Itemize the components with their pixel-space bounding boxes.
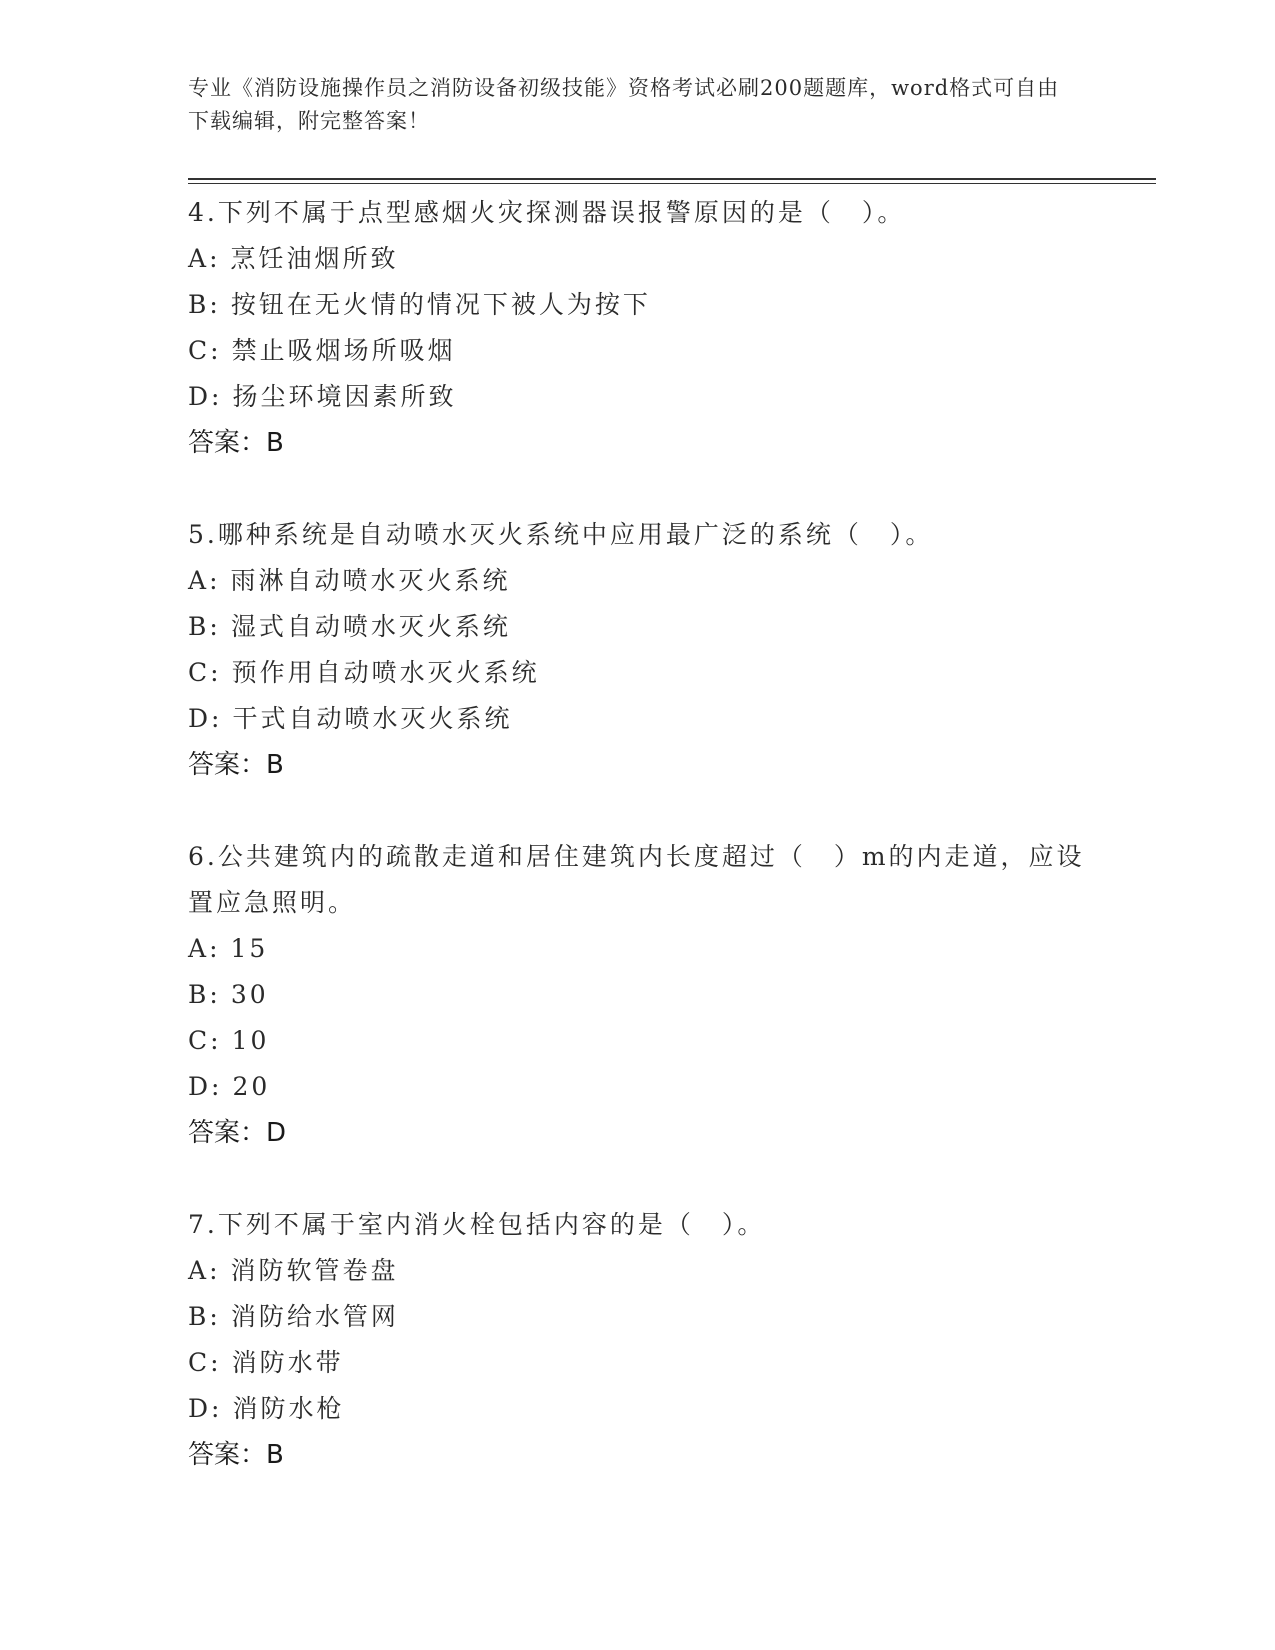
option-separator: : [209,980,221,1009]
option-text: 15 [230,934,269,963]
option-text: 消防给水管网 [230,1302,399,1331]
option-text: 按钮在无火情的情况下被人为按下 [230,290,651,319]
option-c [188,1018,1088,1064]
option-letter: A [188,934,210,963]
option-separator: : [210,1026,222,1055]
option-letter: B [188,1302,210,1331]
option-text: 10 [231,1026,270,1055]
option-letter: A [188,244,210,273]
option-c [188,1340,1088,1386]
option-letter: C [188,336,211,365]
answer-value: D [266,1118,287,1148]
answer-line [188,742,1088,788]
option-d [188,696,1088,742]
option-text: 30 [230,980,269,1009]
option-separator: : [211,704,223,733]
option-text: 消防水枪 [232,1394,345,1423]
document-header: 专业《消防设施操作员之消防设备初级技能》资格考试必刷200题题库，word格式可自由下载编辑，附完整答案！ [188,76,1060,133]
option-separator: : [209,244,221,273]
option-letter: B [188,290,210,319]
option-b [188,282,1088,328]
question-list [188,190,1088,1524]
option-d [188,374,1088,420]
option-b [188,972,1088,1018]
option-separator: : [209,290,221,319]
option-text: 消防水带 [231,1348,344,1377]
answer-value: B [266,1440,284,1470]
answer-value: B [266,750,284,780]
option-separator: : [209,1256,221,1285]
header-divider-thin [188,183,1156,184]
option-separator: : [210,1348,222,1377]
option-d [188,1064,1088,1110]
option-b [188,604,1088,650]
option-c [188,328,1088,374]
question-item [188,190,1088,466]
answer-line [188,420,1088,466]
answer-label: 答案： [188,1440,267,1470]
option-a [188,558,1088,604]
option-text: 扬尘环境因素所致 [232,382,457,411]
option-text: 烹饪油烟所致 [230,244,399,273]
option-letter: D [188,1072,212,1101]
answer-line [188,1432,1088,1478]
option-separator: : [211,1394,223,1423]
option-letter: A [188,566,210,595]
option-letter: D [188,1394,212,1423]
option-separator: : [209,934,221,963]
option-separator: : [209,1302,221,1331]
option-letter: D [188,382,212,411]
option-letter: B [188,980,210,1009]
answer-value: B [266,428,284,458]
question-stem: 4.下列不属于点型感烟火灾探测器误报警原因的是（ ）。 [188,198,906,227]
option-text: 湿式自动喷水灭火系统 [230,612,511,641]
option-separator: : [209,566,221,595]
option-letter: C [188,1348,211,1377]
option-separator: : [210,658,222,687]
option-text: 20 [232,1072,271,1101]
option-separator: : [209,612,221,641]
answer-label: 答案： [188,1118,267,1148]
option-a [188,1248,1088,1294]
question-item [188,1202,1088,1478]
question-stem: 5.哪种系统是自动喷水灭火系统中应用最广泛的系统（ ）。 [188,520,934,549]
option-a [188,926,1088,972]
option-letter: C [188,1026,211,1055]
option-separator: : [210,336,222,365]
option-separator: : [211,382,223,411]
option-letter: A [188,1256,210,1285]
option-b [188,1294,1088,1340]
option-d [188,1386,1088,1432]
option-letter: B [188,612,210,641]
question-stem: 6.公共建筑内的疏散走道和居住建筑内长度超过（ ）m的内走道，应设置应急照明。 [188,842,1085,917]
option-letter: C [188,658,211,687]
option-text: 雨淋自动喷水灭火系统 [230,566,511,595]
option-letter: D [188,704,212,733]
option-c [188,650,1088,696]
question-item [188,512,1088,788]
header-divider [188,178,1156,180]
question-stem: 7.下列不属于室内消火栓包括内容的是（ ）。 [188,1210,766,1239]
option-text: 预作用自动喷水灭火系统 [231,658,540,687]
option-a [188,236,1088,282]
option-text: 禁止吸烟场所吸烟 [231,336,456,365]
question-item [188,834,1088,1156]
option-separator: : [211,1072,223,1101]
option-text: 干式自动喷水灭火系统 [232,704,513,733]
answer-line [188,1110,1088,1156]
answer-label: 答案： [188,750,267,780]
option-text: 消防软管卷盘 [230,1256,399,1285]
answer-label: 答案： [188,428,267,458]
